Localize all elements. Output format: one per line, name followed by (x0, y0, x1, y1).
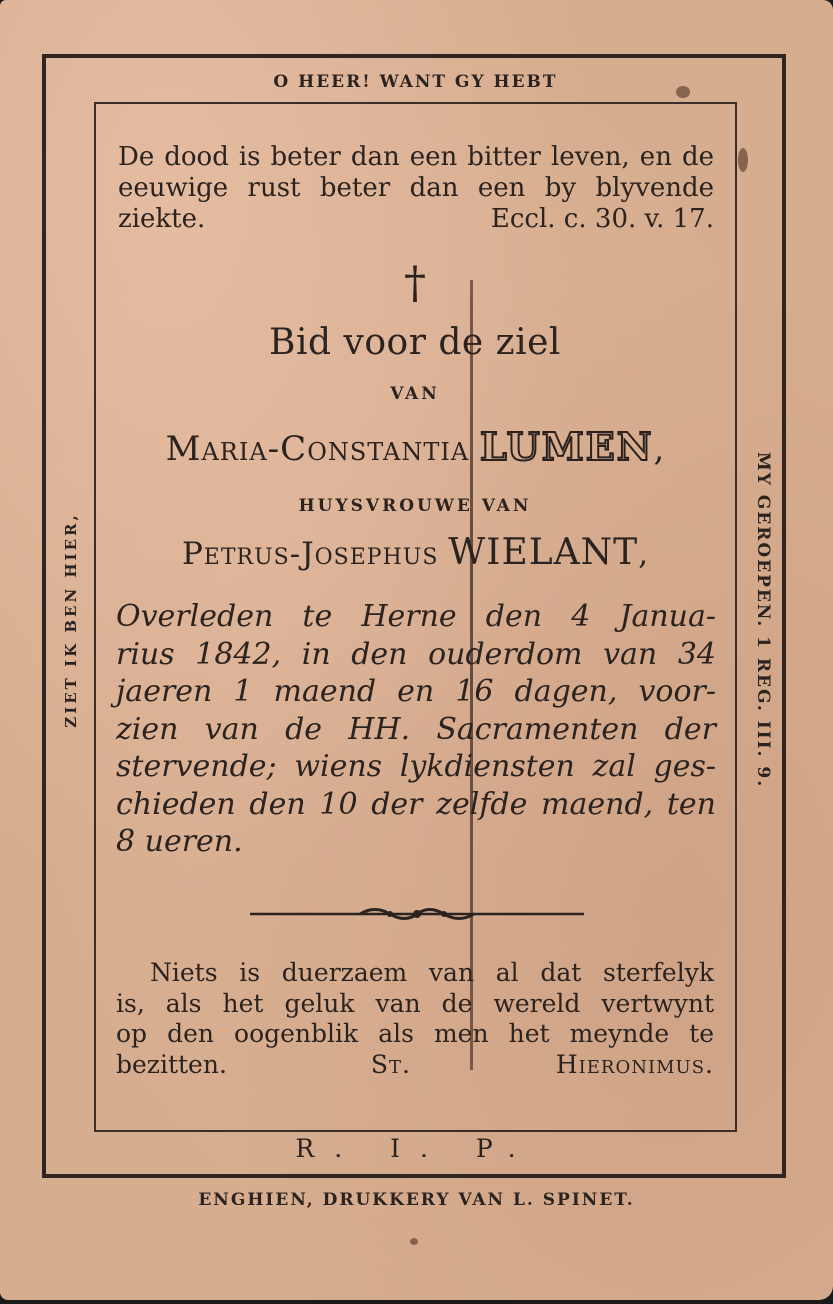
left-side-inscription: ZIET IK BEN HIER, (62, 512, 80, 728)
closing-quote-line: is, als het geluk van de wereld vertwynt (116, 988, 714, 1018)
husband-name-suffix: , (638, 536, 649, 572)
obituary-line: zien van de HH. Sacramenten der (116, 711, 716, 747)
closing-quote-line: op den oogenblik als men het meynde te (116, 1019, 714, 1048)
cross-icon: † (404, 258, 426, 309)
opening-quote (118, 142, 714, 235)
obituary-text (116, 598, 716, 861)
van-label: VAN (390, 384, 440, 404)
obituary-line: jaeren 1 maend en 16 dagen, voor- (116, 674, 716, 709)
deceased-name-suffix: , (653, 429, 665, 469)
deceased-name (100, 424, 730, 469)
obituary-line: stervende; wiens lykdiensten zal ges- (116, 749, 716, 784)
rip-text: R. I. P. (295, 1134, 536, 1163)
printer-imprint: ENGHIEN, DRUKKERY VAN L. SPINET. (198, 1190, 635, 1210)
deceased-surname: LUMEN (479, 424, 654, 469)
spouse-label: HUYSVROUWE VAN (298, 496, 532, 516)
right-side-inscription: MY GEROEPEN. 1 REG. III. 9. (753, 451, 773, 789)
stain-mark (738, 148, 748, 172)
husband-given-name: Petrus-Josephus (181, 536, 439, 572)
closing-quote-last-line (116, 1050, 714, 1081)
obituary-line: chieden den 10 der zelfde maend, ten (116, 786, 716, 822)
closing-quote (116, 958, 714, 1080)
divider-ornament-icon (250, 903, 584, 925)
prayer-heading: Bid voor de ziel (269, 322, 561, 363)
closing-quote-reference: St. Hieronimus. (370, 1049, 714, 1079)
opening-quote-text: De dood is beter dan een bitter leven, en de eeuwige rust beter dan een by blyvende ziekte. (118, 142, 714, 234)
closing-quote-last-word: bezitten. (116, 1049, 227, 1079)
top-inscription: O HEER! WANT GY HEBT (273, 72, 558, 92)
obituary-line: 8 ueren. (116, 824, 243, 859)
deceased-given-name: Maria-Constantia (165, 429, 470, 469)
stain-mark (410, 1238, 418, 1245)
husband-name (100, 532, 730, 573)
obituary-line: Overleden te Herne den 4 Janua- (116, 599, 716, 634)
opening-quote-reference: Eccl. c. 30. v. 17. (490, 204, 714, 234)
obituary-line: rius 1842, in den ouderdom van 34 (116, 636, 716, 672)
husband-surname: WIELANT (448, 532, 639, 573)
closing-quote-line: Niets is duerzaem van al dat sterfelyk (150, 958, 714, 987)
